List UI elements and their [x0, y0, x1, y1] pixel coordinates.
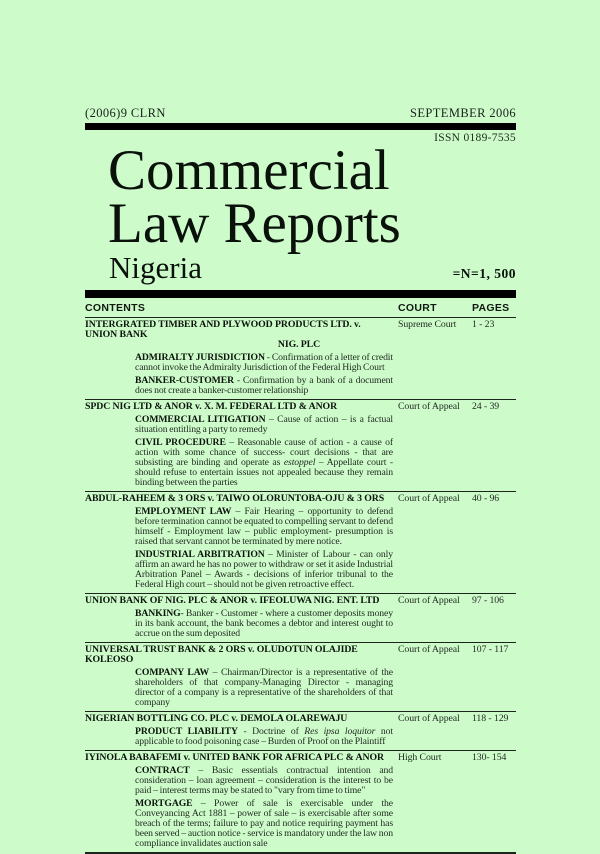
country-price-row	[85, 252, 516, 285]
case-title-line1: IYINOLA BABAFEMI v. UNITED BANK FOR AFRICA PLC & ANOR	[85, 751, 384, 763]
case-title	[85, 402, 398, 412]
topic-text: - Doctrine of	[237, 725, 305, 737]
case-court: Court of Appeal	[398, 643, 460, 655]
topic-text: – Chairman/Director is a representative of the shareholders of that company-Managing Director - managing director of a company is a representative of the shareholders of that company	[135, 666, 393, 708]
case-row	[85, 320, 516, 350]
case-row	[85, 753, 516, 763]
case-title-line1: UNIVERSAL TRUST BANK & 2 ORS v. OLUDOTUN OLAJIDE KOLEOSO	[85, 643, 358, 665]
case-topic	[135, 799, 393, 849]
toc-section	[85, 711, 516, 750]
case-topic	[135, 727, 393, 747]
case-court: Court of Appeal	[398, 400, 460, 412]
case-title	[85, 320, 398, 350]
topic-text: - Confirmation by a bank of a document does not create a banker-customer relationship	[135, 374, 393, 396]
topic-text: – Appellate court - should refuse to entertain issues not appealed because they remain binding between the parties	[135, 456, 393, 488]
journal-country: Nigeria	[109, 250, 202, 285]
topic-text: – Cause of action – is a factual situation entitling a party to remedy	[135, 413, 393, 435]
case-pages: 40 - 96	[472, 492, 500, 504]
toc-section	[85, 642, 516, 711]
case-title-line1: NIGERIAN BOTTLING CO. PLC v. DEMOLA OLAREWAJU	[85, 712, 348, 724]
topic-keyword: CONTRACT	[135, 764, 190, 776]
case-row	[85, 596, 516, 606]
journal-title-line2: Law Reports	[108, 192, 401, 255]
contents-column-header: CONTENTS	[85, 301, 146, 314]
case-row	[85, 645, 516, 665]
issn: ISSN 0189-7535	[434, 132, 516, 144]
case-court: Court of Appeal	[398, 492, 460, 504]
issue-date: SEPTEMBER 2006	[410, 106, 516, 120]
case-court: Supreme Court	[398, 318, 457, 330]
topic-keyword: BANKER-CUSTOMER	[135, 374, 234, 386]
case-pages: 130- 154	[472, 751, 507, 763]
case-court: Court of Appeal	[398, 594, 460, 606]
topic-text: – Minister of Labour - can only affirm an award he has no power to withdraw or set it aside Industrial Arbitration Panel – Awards - decisions of inferior tribunal to the Federal High court – should not be given retroactive effect.	[135, 548, 393, 590]
topic-text: not applicable to food poisoning case – Burden of Proof on the Plaintiff	[135, 725, 393, 747]
topic-text: – Basic essentials contractual intention and consideration – loan agreement – consideration is the interest to be paid – interest terms may be stated to "vary from time to time"	[135, 764, 393, 796]
case-topic	[135, 438, 393, 488]
topic-text: - Banker - Customer - where a customer deposits money in its bank account, the bank becomes a debtor and interest ought to accrue on the sum deposited	[135, 607, 393, 639]
case-title-line1: INTERGRATED TIMBER AND PLYWOOD PRODUCTS LTD. v. UNION BANK	[85, 318, 361, 340]
pages-column-header: PAGES	[472, 301, 510, 314]
toc-column-headers	[85, 298, 516, 317]
toc-section	[85, 399, 516, 491]
price: =N=1, 500	[452, 265, 516, 281]
journal-title-line1: Commercial	[108, 139, 390, 202]
case-pages: 107 - 117	[472, 643, 509, 655]
case-title-line2: NIG. PLC	[277, 338, 321, 350]
case-topic	[135, 376, 393, 396]
case-row	[85, 494, 516, 504]
journal-cover-page	[85, 0, 516, 854]
case-pages: 118 - 129	[472, 712, 509, 724]
case-court: High Court	[398, 751, 442, 763]
case-row	[85, 714, 516, 724]
case-pages: 24 - 39	[472, 400, 500, 412]
topic-keyword: BANKING	[135, 607, 181, 619]
topic-text: - Confirmation of a letter of credit cannot invoke the Admiralty Jurisdiction of the Federal High Court	[135, 351, 393, 373]
masthead-meta	[85, 106, 516, 121]
topic-keyword: PRODUCT LIABILITY	[135, 725, 238, 737]
case-topic	[135, 415, 393, 435]
top-rule-bar	[85, 123, 516, 130]
topic-italic: Res ipsa loquitor	[304, 725, 376, 737]
topic-keyword: MORTGAGE	[135, 797, 193, 809]
case-row	[85, 402, 516, 412]
case-title	[85, 494, 398, 504]
contents-rule-bar	[85, 290, 516, 298]
topic-keyword: INDUSTRIAL ARBITRATION	[135, 548, 265, 560]
toc-section	[85, 750, 516, 852]
topic-text: – Fair Hearing – opportunity to defend before termination cannot be equated to compelling servant to defend himself - Employment law – public employment- presumption is raised that servant cannot be terminated by mere notice.	[135, 505, 393, 547]
case-topic	[135, 668, 393, 708]
topic-keyword: ADMIRALTY JURISDICTION	[135, 351, 265, 363]
topic-keyword: CIVIL PROCEDURE	[135, 436, 226, 448]
case-title-line1: SPDC NIG LTD & ANOR v. X. M. FEDERAL LTD & ANOR	[85, 400, 338, 412]
topic-text: – Power of sale is exercisable under the Conveyancing Act 1881 – power of sale – is exercisable after some breach of the terms; failure to pay and notice requiring payment has been served – auction notice - service is mandatory under the law non compliance invalidates auction sale	[135, 797, 393, 849]
case-court: Court of Appeal	[398, 712, 460, 724]
toc-section	[85, 317, 516, 399]
citation: (2006)9 CLRN	[85, 106, 166, 120]
case-topic	[135, 507, 393, 547]
case-title-line1: ABDUL-RAHEEM & 3 ORS v. TAIWO OLORUNTOBA-OJU & 3 ORS	[85, 492, 385, 504]
toc-section	[85, 593, 516, 642]
topic-italic: estoppel	[283, 456, 316, 468]
case-pages: 97 - 106	[472, 594, 504, 606]
toc-body	[85, 317, 516, 854]
case-title	[85, 753, 398, 763]
case-topic	[135, 550, 393, 590]
case-topic	[135, 766, 393, 796]
topic-text: – Reasonable cause of action - a cause of action with some chance of success- court decisions - that are subsisting are binding and operate as	[135, 436, 393, 468]
case-title	[85, 645, 398, 665]
case-topic	[135, 609, 393, 639]
topic-keyword: EMPLOYMENT LAW	[135, 505, 232, 517]
case-title	[85, 596, 398, 606]
case-topic	[135, 353, 393, 373]
case-pages: 1 - 23	[472, 318, 495, 330]
topic-keyword: COMPANY LAW	[135, 666, 210, 678]
case-title-line1: UNION BANK OF NIG. PLC & ANOR v. IFEOLUWA NIG. ENT. LTD	[85, 594, 380, 606]
case-title	[85, 714, 398, 724]
toc-section	[85, 491, 516, 593]
court-column-header: COURT	[398, 301, 437, 314]
topic-keyword: COMMERCIAL LITIGATION	[135, 413, 266, 425]
